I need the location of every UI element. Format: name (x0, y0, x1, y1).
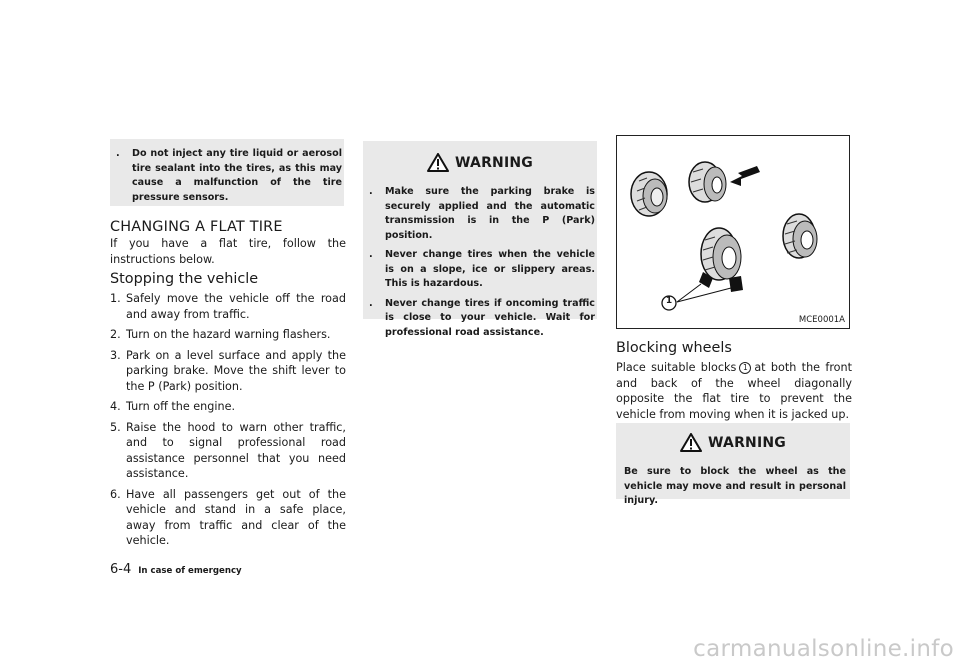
step-number: 3. (110, 348, 121, 362)
step-text: Turn off the engine. (126, 400, 236, 413)
section-title: CHANGING A FLAT TIRE (110, 219, 283, 235)
figure-code: MCE0001A (798, 315, 845, 325)
note-text: Do not inject any tire liquid or aerosol tire sealant into the tires, as this may cause a malfunction of the tire pressure sensors. (132, 148, 342, 203)
list-item (110, 487, 346, 549)
warning-list (369, 185, 595, 345)
step-text: Raise the hood to warn other traffic, and to signal professional road assistance personnel that you need assistance. (126, 420, 346, 480)
step-number: 5. (110, 420, 121, 434)
list-item (369, 248, 595, 292)
warning-title: WARNING (455, 154, 533, 171)
step-text: Turn on the hazard warning flashers. (126, 328, 331, 341)
warning-header (363, 153, 597, 172)
stopping-steps (110, 291, 346, 554)
callout-1-icon: 1 (739, 362, 751, 374)
step-number: 6. (110, 487, 121, 501)
list-item (110, 420, 346, 482)
figure-callout-number: 1 (665, 296, 673, 306)
tire-sealant-note (110, 139, 344, 206)
step-number: 4. (110, 400, 121, 413)
warning-header (616, 433, 850, 452)
footer-section-title: In case of emergency (138, 566, 242, 576)
note-item (116, 147, 342, 205)
step-number: 2. (110, 328, 121, 341)
bullet: . (116, 148, 120, 159)
wheel-blocks-figure (616, 135, 850, 329)
list-item (369, 297, 595, 341)
tire-front-right (689, 162, 726, 202)
step-text: Have all passengers get out of the vehicle and stand in a safe place, away from traffic and clear of the vehicle. (126, 487, 346, 547)
wheel-blocks-illustration (617, 136, 849, 328)
section-intro: If you have a flat tire, follow the instructions below. (110, 237, 346, 266)
warning-triangle-icon (680, 433, 702, 452)
arrow-icon (730, 166, 760, 186)
warning-item-text: Never change tires if oncoming traffic is close to your vehicle. Wait for professional road assistance. (385, 297, 595, 338)
step-text: Safely move the vehicle off the road and away from traffic. (126, 292, 346, 321)
list-item (369, 185, 595, 243)
warning-text: Be sure to block the wheel as the vehicle may move and result in personal injury. (624, 466, 846, 506)
tire-rear-left-blocked (699, 228, 743, 292)
list-item (110, 327, 346, 343)
warning-item-text: Never change tires when the vehicle is on a slope, ice or slippery areas. This is hazardous. (385, 249, 595, 289)
step-number: 1. (110, 292, 121, 305)
warning-item-text: Make sure the parking brake is securely applied and the automatic transmission is in the P (Park) position. (385, 186, 595, 241)
bullet: . (369, 297, 373, 309)
warning-box-blocking (616, 423, 850, 506)
list-item (110, 348, 346, 395)
bullet: . (369, 186, 373, 197)
list-item (110, 291, 346, 322)
watermark: carmanualsonline.info (693, 636, 954, 662)
page-footer (110, 562, 242, 577)
page-number: 6-4 (110, 562, 132, 577)
warning-title: WARNING (708, 434, 786, 451)
warning-box-parking (363, 141, 597, 338)
bullet: . (369, 249, 373, 260)
stopping-title: Stopping the vehicle (110, 271, 259, 287)
list-item (110, 399, 346, 415)
tire-rear-right (783, 214, 817, 258)
blocking-text-start: Place suitable blocks (616, 361, 737, 374)
warning-triangle-icon (427, 153, 449, 172)
step-text: Park on a level surface and apply the parking brake. Move the shift lever to the P (Park) position. (126, 348, 346, 393)
blocking-text-end: at both the front and back of the wheel diagonally opposite the flat tire to prevent the vehicle from moving when it is jacked up. (616, 361, 853, 421)
blocking-title: Blocking wheels (616, 340, 732, 356)
tire-front-left (631, 172, 667, 216)
blocking-text (616, 360, 852, 422)
